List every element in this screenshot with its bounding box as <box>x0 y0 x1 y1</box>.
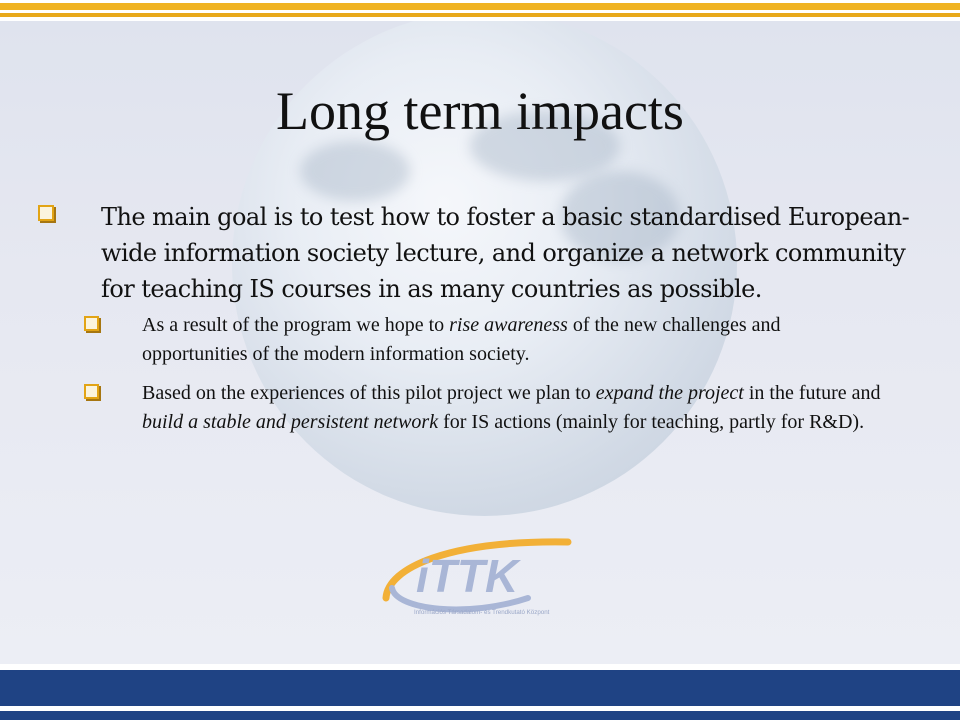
bottom-blue-bar <box>0 670 960 706</box>
globe-landmass <box>300 141 410 201</box>
bullet-square-icon <box>38 205 54 221</box>
logo-tagline: Információs Társadalom- és Trendkutató Központ <box>414 609 550 616</box>
bullet-square-icon <box>84 316 99 331</box>
main-bullet-text: The main goal is to test how to foster a basic standardised European-wide information society lecture, and organize a network community for teaching IS courses in as many countries as possible. <box>101 203 910 303</box>
logo-wordmark: iTTK <box>416 550 519 602</box>
slide-title: Long term impacts <box>276 81 684 141</box>
bullet-square-icon <box>84 384 99 399</box>
sub-bullet-2: Based on the experiences of this pilot project we plan to expand the project in the future and build a stable and persistent network for IS actions (mainly for teaching, partly for R&D). <box>142 382 881 433</box>
bottom-blue-bar-thin <box>0 711 960 720</box>
top-gold-stripe <box>0 3 960 10</box>
sub-bullet-1: As a result of the program we hope to rise awareness of the new challenges and opportunities of the modern information society. <box>142 314 781 365</box>
ittk-logo <box>378 528 578 620</box>
